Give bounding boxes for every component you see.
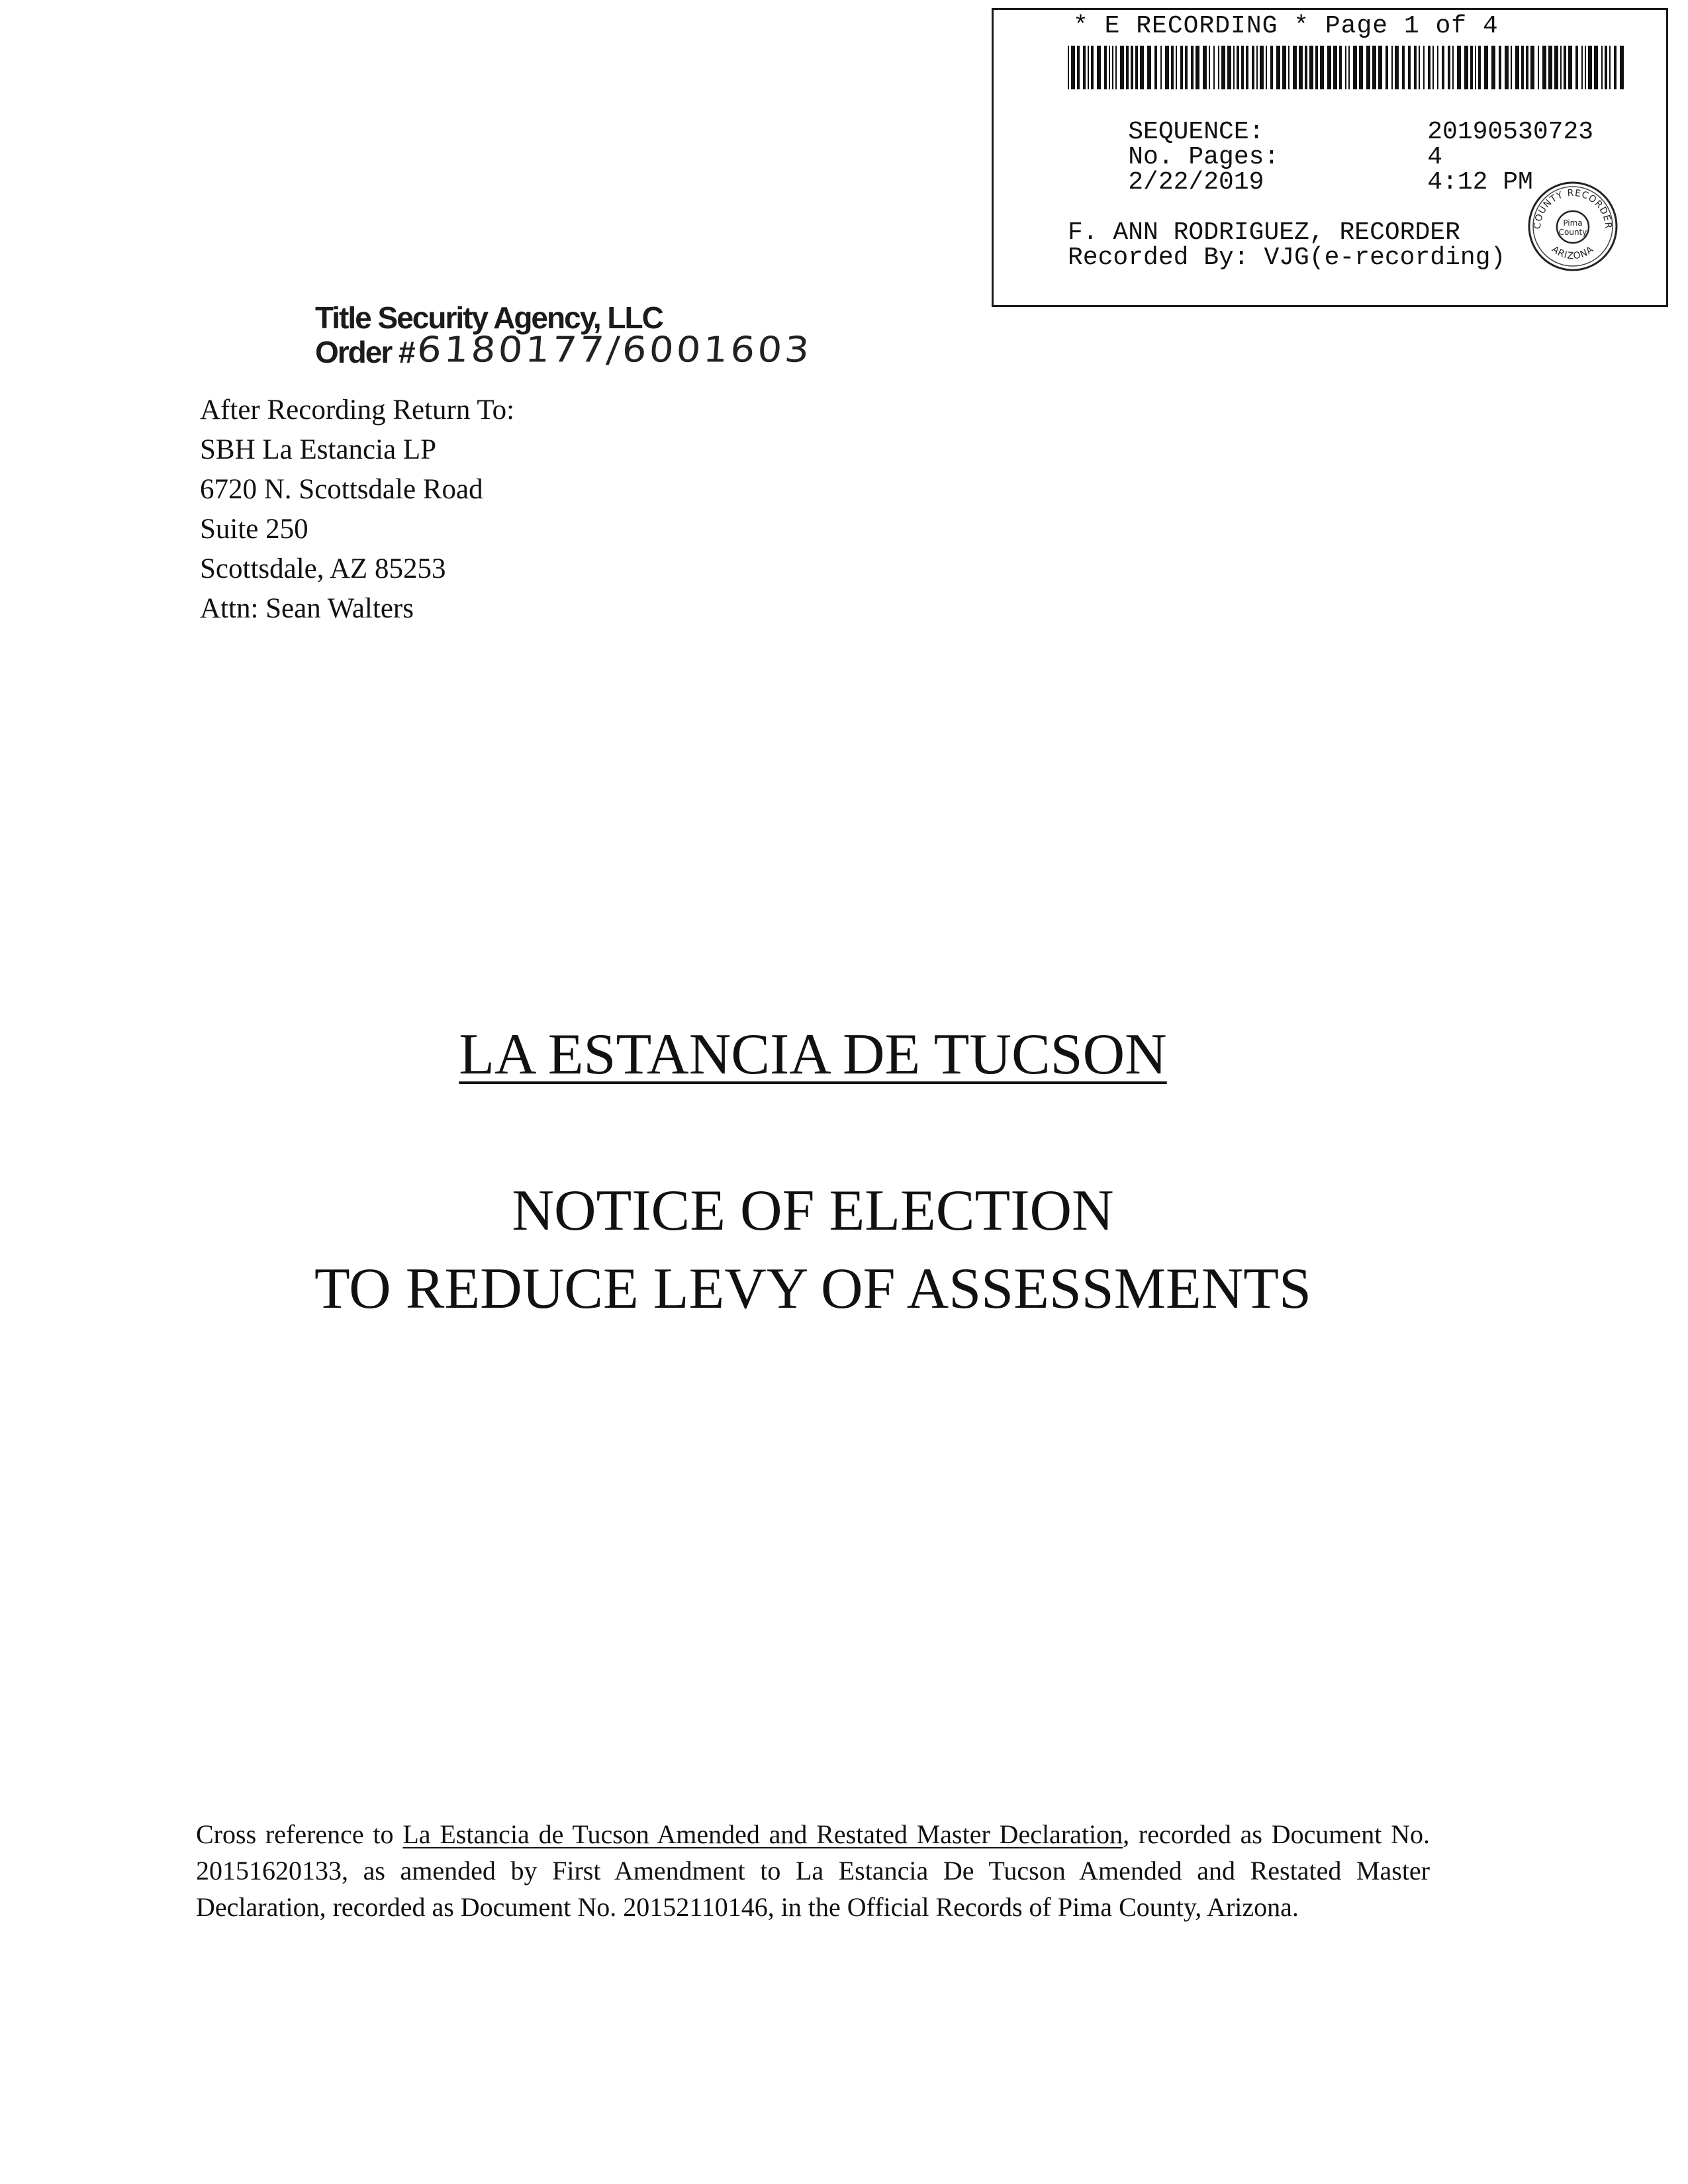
return-line: Scottsdale, AZ 85253: [200, 553, 446, 584]
barcode-bar: [1385, 46, 1388, 89]
barcode-bar: [1601, 46, 1603, 89]
barcode-bar: [1464, 46, 1468, 89]
barcode-bar: [1068, 46, 1069, 89]
barcode-bar: [1288, 46, 1289, 89]
barcode-bar: [1568, 46, 1572, 89]
sequence-label: SEQUENCE:: [1128, 118, 1264, 146]
barcode-bar: [1542, 46, 1546, 89]
barcode-bar: [1154, 46, 1157, 89]
barcode-bar: [1491, 46, 1495, 89]
seal-top-text: COUNTY RECORDER: [1532, 187, 1614, 230]
barcode-bar: [1499, 46, 1501, 89]
return-line: 6720 N. Scottsdale Road: [200, 474, 483, 505]
barcode-bar: [1135, 46, 1138, 89]
order-label: Order #: [315, 335, 414, 369]
return-address-block: [200, 390, 514, 629]
recorded-by: Recorded By: VJG(e-recording): [1068, 244, 1506, 272]
notice-title-line-1: NOTICE OF ELECTION: [512, 1179, 1114, 1243]
barcode-bar: [1077, 46, 1080, 89]
barcode-bar: [1484, 46, 1488, 89]
sequence-value: 20190530723: [1427, 118, 1594, 146]
recording-time: 4:12 PM: [1427, 168, 1533, 197]
barcode-bar: [1588, 46, 1592, 89]
barcode-bar: [1395, 46, 1399, 89]
barcode-bar: [1366, 46, 1370, 89]
seal-bottom-text: ARIZONA: [1550, 244, 1596, 262]
barcode-bar: [1414, 46, 1417, 89]
barcode-bar: [1209, 46, 1210, 89]
barcode-bar: [1521, 46, 1524, 89]
barcode-bar: [1478, 46, 1481, 89]
barcode-bar: [1088, 46, 1089, 89]
cross-ref-prefix: Cross reference to: [196, 1819, 403, 1849]
barcode-bar: [1320, 46, 1324, 89]
barcode-bar: [1428, 46, 1430, 89]
barcode-bar: [1185, 46, 1188, 89]
seal-center-text-2: County: [1558, 228, 1587, 237]
barcode-bar: [1359, 46, 1363, 89]
barcode-bar: [1609, 46, 1611, 89]
barcode-bar: [1560, 46, 1562, 89]
barcode-bar: [1112, 46, 1113, 89]
barcode-bar: [1511, 46, 1512, 89]
barcode-bar: [1327, 46, 1331, 89]
barcode-bar: [1227, 46, 1231, 89]
return-line: Attn: Sean Walters: [200, 593, 414, 624]
barcode-bar: [1241, 46, 1244, 89]
barcode-bar: [1276, 46, 1280, 89]
barcode-bar: [1196, 46, 1199, 89]
barcode-bar: [1203, 46, 1207, 89]
barcode-bar: [1348, 46, 1350, 89]
barcode-bar: [1218, 46, 1219, 89]
barcode-bar: [1402, 46, 1405, 89]
barcode-bar: [1305, 46, 1307, 89]
barcode-bar: [1432, 46, 1434, 89]
barcode-bar: [1083, 46, 1086, 89]
return-line: SBH La Estancia LP: [200, 434, 437, 465]
barcode-bar: [1126, 46, 1129, 89]
barcode-bar: [1109, 46, 1110, 89]
cross-ref-suffix: , recorded as Document No. 20151620133, as amended by First Amendment to La Estancia De Tucson Amended and Restated Master Declaration, recorded as Document No. 20152110146, in the Official Records of Pima County, Arizona.: [196, 1819, 1430, 1922]
barcode-bar: [1282, 46, 1286, 89]
barcode-bar: [1213, 46, 1215, 89]
barcode-bar: [1071, 46, 1075, 89]
barcode-bar: [1526, 46, 1528, 89]
notice-title-line-2: TO REDUCE LEVY OF ASSESSMENTS: [314, 1257, 1311, 1321]
cross-ref-declaration-name: La Estancia de Tucson Amended and Restated Master Declaration: [402, 1819, 1123, 1849]
barcode-bar: [1564, 46, 1566, 89]
barcode-bar: [1391, 46, 1393, 89]
barcode-bar: [1585, 46, 1586, 89]
barcode-bar: [1270, 46, 1273, 89]
barcode-bar: [1457, 46, 1461, 89]
barcode-bar: [1448, 46, 1450, 89]
barcode-bar: [1452, 46, 1454, 89]
barcode-bar: [1256, 46, 1258, 89]
title-agency-stamp: [315, 300, 813, 371]
barcode-bar: [1538, 46, 1539, 89]
order-number-handwritten: 6180177/6001603: [415, 328, 813, 371]
barcode-bar: [1530, 46, 1534, 89]
seal-center-text-1: Pima: [1563, 218, 1583, 228]
barcode-bar: [1115, 46, 1117, 89]
barcode-bar: [1252, 46, 1254, 89]
barcode-bar: [1309, 46, 1313, 89]
recording-header: * E RECORDING * Page 1 of 4: [1073, 12, 1499, 40]
recording-stamp: [992, 8, 1668, 307]
barcode-bar: [1423, 46, 1425, 89]
pages-value: 4: [1427, 143, 1443, 171]
order-line: [315, 328, 813, 371]
return-line: Suite 250: [200, 514, 308, 545]
barcode-bar: [1515, 46, 1519, 89]
barcode-bar: [1097, 46, 1101, 89]
barcode-bar: [1470, 46, 1473, 89]
barcode-bar: [1378, 46, 1382, 89]
barcode-bar: [1131, 46, 1133, 89]
barcode-bar: [1437, 46, 1438, 89]
barcode-bar: [1165, 46, 1169, 89]
title-agency-name: Title Security Agency, LLC: [315, 300, 663, 335]
barcode-bar: [1594, 46, 1598, 89]
barcode-bar: [1221, 46, 1225, 89]
barcode-bar: [1605, 46, 1607, 89]
barcode-bar: [1345, 46, 1346, 89]
barcode-bar: [1581, 46, 1583, 89]
cross-reference-paragraph: [196, 1816, 1430, 1925]
barcode-bar: [1339, 46, 1342, 89]
barcode-bar: [1237, 46, 1239, 89]
barcode-bar: [1147, 46, 1151, 89]
return-heading: After Recording Return To:: [200, 394, 515, 426]
barcode-bar: [1171, 46, 1174, 89]
date-row: [1068, 145, 1533, 220]
barcode-bar: [1475, 46, 1476, 89]
barcode-bar: [1419, 46, 1420, 89]
barcode: [1068, 46, 1624, 89]
barcode-bar: [1180, 46, 1183, 89]
barcode-bar: [1233, 46, 1235, 89]
barcode-bar: [1408, 46, 1411, 89]
county-recorder-seal: [1526, 179, 1620, 273]
document-title: LA ESTANCIA DE TUCSON: [459, 1023, 1167, 1087]
barcode-bar: [1620, 46, 1624, 89]
barcode-bar: [1160, 46, 1162, 89]
barcode-bar: [1315, 46, 1318, 89]
barcode-bar: [1091, 46, 1094, 89]
barcode-bar: [1505, 46, 1509, 89]
barcode-bar: [1266, 46, 1267, 89]
barcode-bar: [1176, 46, 1177, 89]
barcode-bar: [1120, 46, 1124, 89]
barcode-bar: [1442, 46, 1444, 89]
pages-label: No. Pages:: [1128, 143, 1280, 171]
barcode-bar: [1372, 46, 1376, 89]
barcode-bar: [1140, 46, 1144, 89]
barcode-bar: [1353, 46, 1357, 89]
recording-date: 2/22/2019: [1128, 168, 1264, 197]
barcode-bar: [1575, 46, 1578, 89]
barcode-bar: [1554, 46, 1558, 89]
recorder-name: F. ANN RODRIGUEZ, RECORDER: [1068, 218, 1460, 247]
barcode-bar: [1333, 46, 1337, 89]
barcode-bar: [1246, 46, 1248, 89]
barcode-bar: [1299, 46, 1303, 89]
barcode-bar: [1104, 46, 1107, 89]
barcode-bar: [1191, 46, 1194, 89]
barcode-bar: [1548, 46, 1552, 89]
barcode-bar: [1260, 46, 1264, 89]
barcode-bar: [1293, 46, 1297, 89]
barcode-bar: [1614, 46, 1617, 89]
